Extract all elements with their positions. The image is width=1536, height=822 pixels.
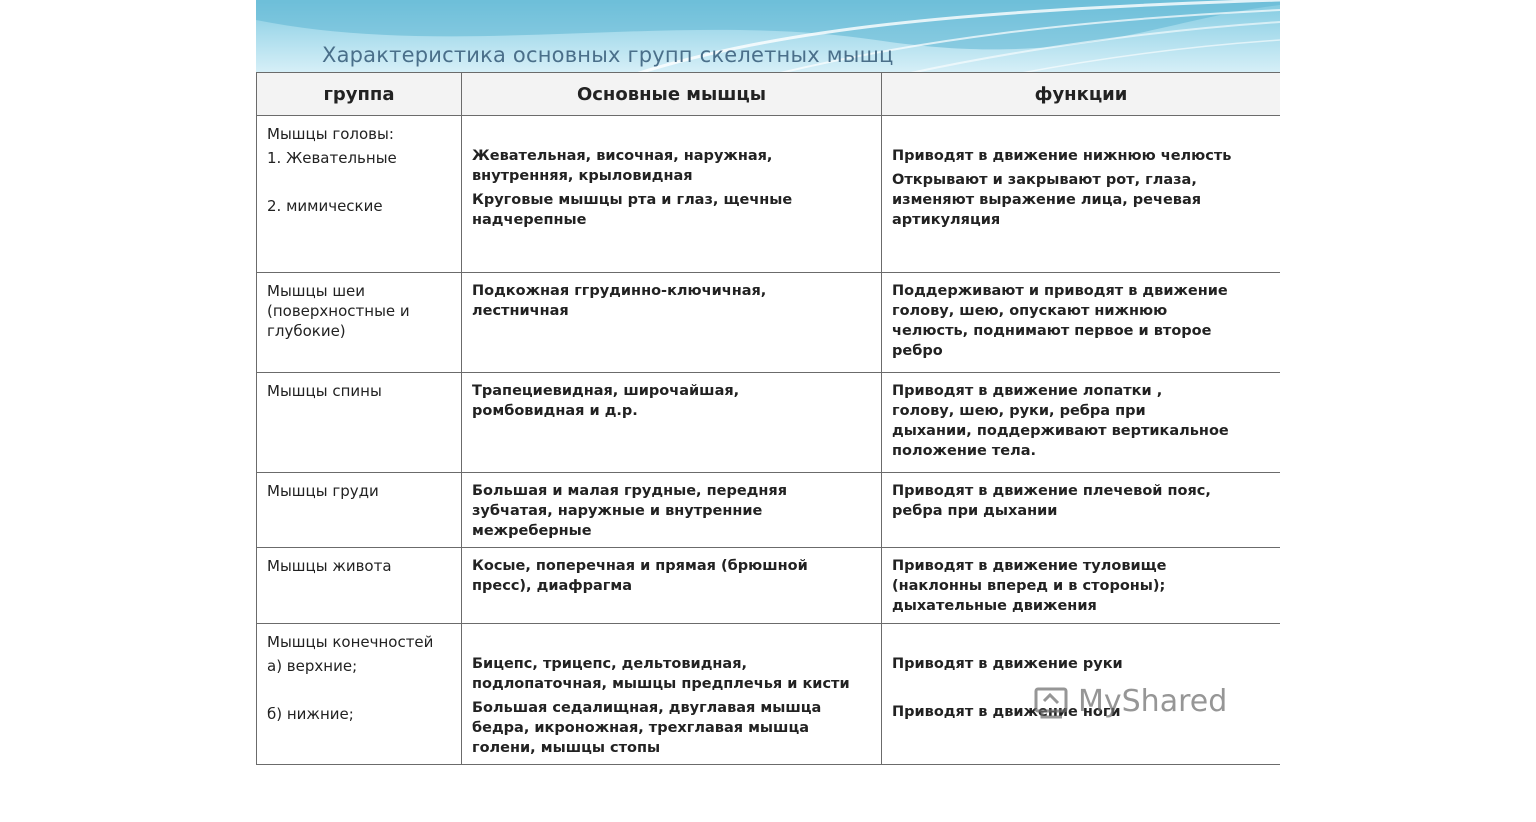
muscles-cell: [462, 548, 882, 624]
slide: [256, 0, 1280, 765]
functions-line: Открывают и закрывают рот, глаза,: [892, 172, 1197, 188]
group-line: Мышцы шеи: [267, 282, 366, 300]
watermark-text: MyShared: [1078, 684, 1228, 719]
muscles-line: Большая и малая грудные, передняя: [472, 483, 788, 499]
group-cell: [257, 624, 462, 765]
group-line: 2. мимические: [267, 197, 383, 215]
functions-line: Приводят в движение лопатки ,: [892, 383, 1163, 399]
table-row: [257, 473, 1281, 548]
muscles-cell: [462, 273, 882, 373]
muscles-line: ромбовидная и д.р.: [472, 403, 638, 419]
group-cell: [257, 116, 462, 273]
muscles-line: межреберные: [472, 523, 592, 539]
muscles-line: лестничная: [472, 303, 569, 319]
muscle-groups-table: [256, 72, 1280, 765]
functions-cell: [882, 116, 1281, 273]
header-group: группа: [257, 73, 462, 116]
group-line: Мышцы конечностей: [267, 633, 434, 651]
table-row: [257, 273, 1281, 373]
functions-line: дыхательные движения: [892, 598, 1097, 614]
functions-line: ребро: [892, 343, 943, 359]
functions-cell: [882, 473, 1281, 548]
group-line: Мышцы груди: [267, 482, 379, 500]
muscles-line: Бицепс, трицепс, дельтовидная,: [472, 656, 748, 672]
muscles-cell: [462, 624, 882, 765]
functions-line: изменяют выражение лица, речевая: [892, 192, 1202, 208]
muscles-line: зубчатая, наружные и внутренние: [472, 503, 763, 519]
muscles-line: Жевательная, височная, наружная,: [472, 148, 773, 164]
header-band: [256, 0, 1280, 74]
muscles-line: надчерепные: [472, 212, 587, 228]
functions-line: Поддерживают и приводят в движение: [892, 283, 1228, 299]
myshared-logo-icon: [1034, 685, 1074, 719]
myshared-watermark: [1034, 684, 1227, 719]
table-row: [257, 548, 1281, 624]
functions-cell: [882, 548, 1281, 624]
functions-line: Приводят в движение туловище: [892, 558, 1167, 574]
functions-line: челюсть, поднимают первое и второе: [892, 323, 1212, 339]
group-line: 1. Жевательные: [267, 149, 397, 167]
muscles-cell: [462, 473, 882, 548]
slide-title: Характеристика основных групп скелетных мышц: [322, 43, 894, 67]
group-cell: [257, 548, 462, 624]
functions-line: Приводят в движение ноги: [892, 704, 1121, 720]
group-cell: [257, 473, 462, 548]
functions-line: ребра при дыхании: [892, 503, 1058, 519]
functions-line: голову, шею, опускают нижнюю: [892, 303, 1168, 319]
group-line: Мышцы спины: [267, 382, 382, 400]
muscles-line: пресс), диафрагма: [472, 578, 633, 594]
group-cell: [257, 273, 462, 373]
muscles-cell: [462, 116, 882, 273]
muscles-cell: [462, 373, 882, 473]
muscles-line: бедра, икроножная, трехглавая мышца: [472, 720, 809, 736]
group-line: (поверхностные и: [267, 302, 410, 320]
group-cell: [257, 373, 462, 473]
muscles-line: Круговые мышцы рта и глаз, щечные: [472, 192, 793, 208]
functions-line: артикуляция: [892, 212, 1001, 228]
group-line: глубокие): [267, 322, 346, 340]
muscles-line: Трапециевидная, широчайшая,: [472, 383, 740, 399]
muscles-line: голени, мышцы стопы: [472, 740, 661, 756]
group-line: б) нижние;: [267, 705, 354, 723]
header-main-muscles: Основные мышцы: [462, 73, 882, 116]
functions-line: (наклонны вперед и в стороны);: [892, 578, 1166, 594]
functions-line: положение тела.: [892, 443, 1037, 459]
functions-line: Приводят в движение нижнюю челюсть: [892, 148, 1232, 164]
group-line: а) верхние;: [267, 657, 358, 675]
muscles-line: внутренняя, крыловидная: [472, 168, 693, 184]
group-line: Мышцы головы:: [267, 125, 394, 143]
functions-cell: [882, 373, 1281, 473]
muscles-line: Большая седалищная, двуглавая мышца: [472, 700, 822, 716]
muscles-line: Подкожная ггрудинно-ключичная,: [472, 283, 767, 299]
muscles-line: Косые, поперечная и прямая (брюшной: [472, 558, 808, 574]
functions-line: Приводят в движение плечевой пояс,: [892, 483, 1211, 499]
functions-line: дыхании, поддерживают вертикальное: [892, 423, 1229, 439]
functions-line: голову, шею, руки, ребра при: [892, 403, 1146, 419]
muscles-line: подлопаточная, мышцы предплечья и кисти: [472, 676, 850, 692]
group-line: Мышцы живота: [267, 557, 392, 575]
table-header-row: [257, 73, 1281, 116]
functions-line: Приводят в движение руки: [892, 656, 1123, 672]
functions-cell: [882, 273, 1281, 373]
table-row: [257, 373, 1281, 473]
table-row: [257, 116, 1281, 273]
header-functions: функции: [882, 73, 1281, 116]
